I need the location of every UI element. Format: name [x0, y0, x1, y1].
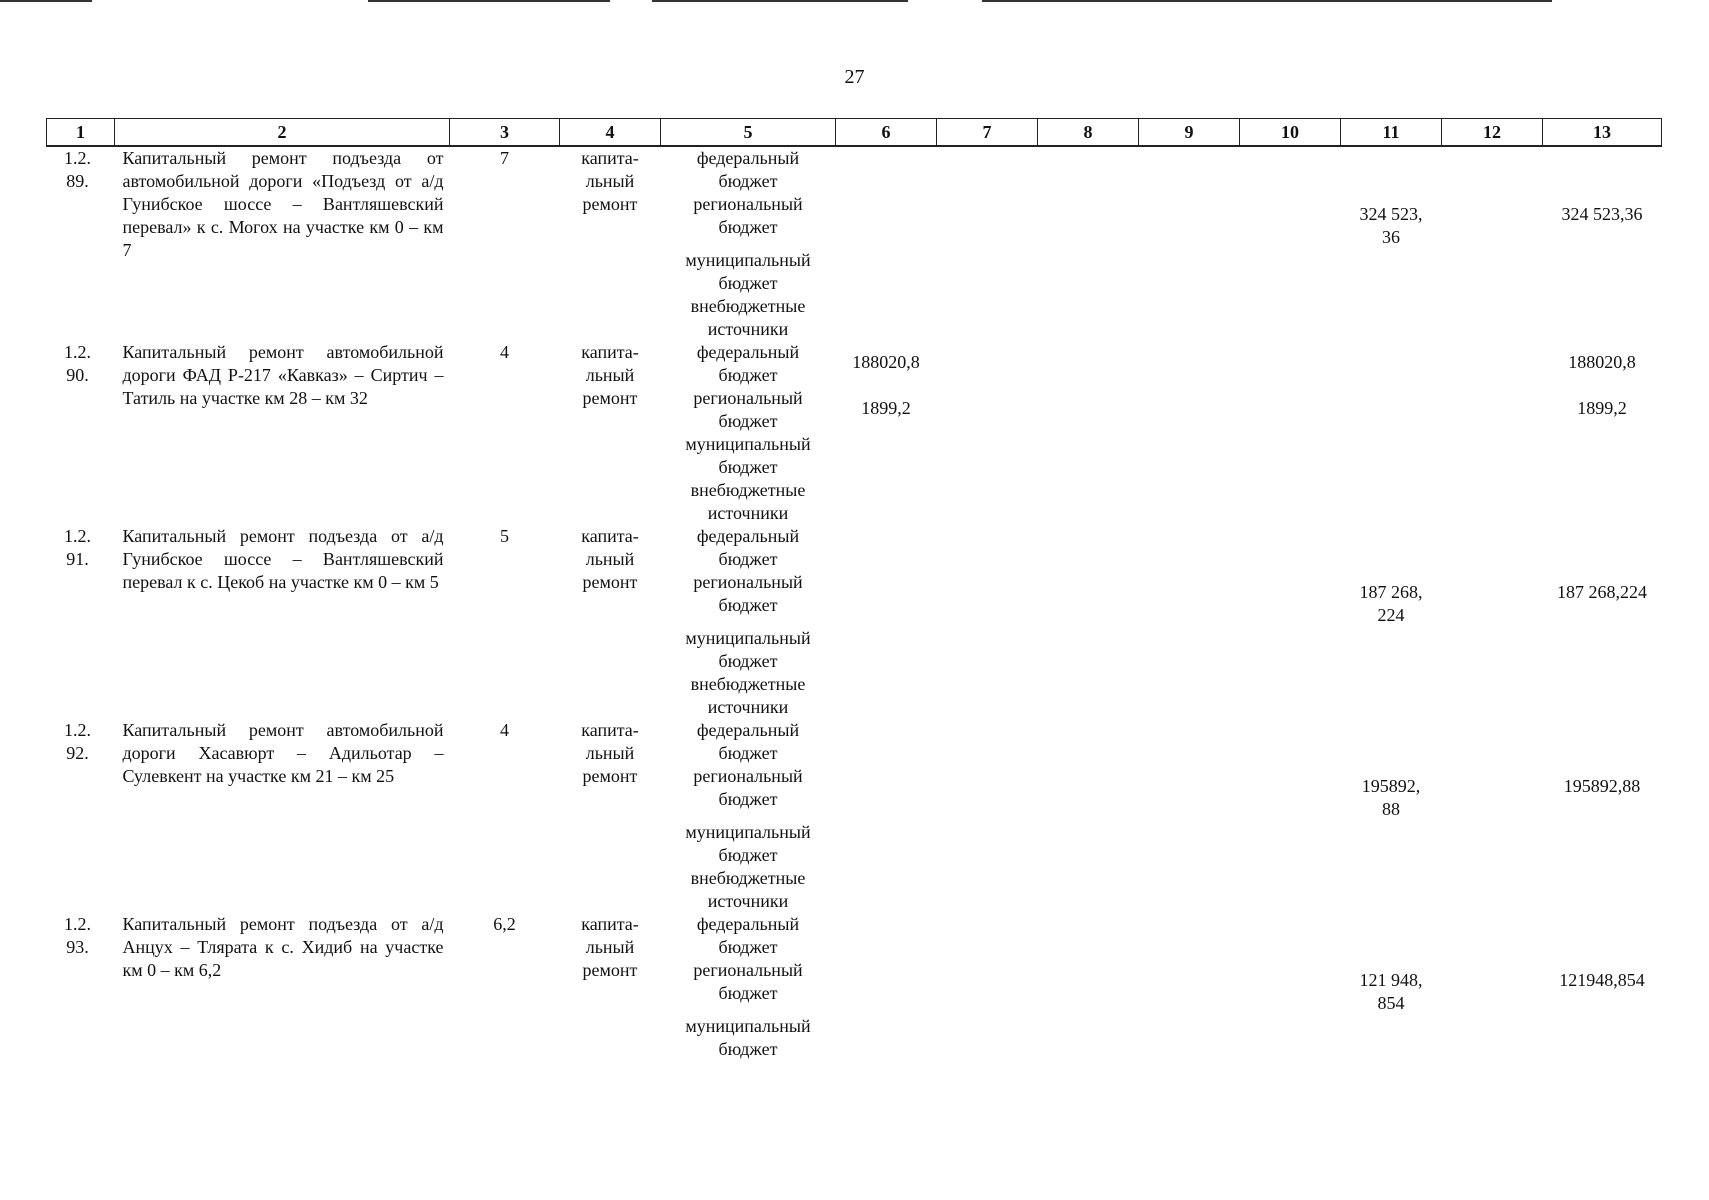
value-c7: [937, 765, 1038, 821]
funding-source: региональный бюджет: [693, 194, 803, 237]
value-c6: [836, 249, 937, 295]
value-c7: [937, 249, 1038, 295]
value-c9: [1139, 571, 1240, 627]
value-c6: [836, 295, 937, 341]
item-name: Капитальный ремонт автомобильной дороги ФАД Р-217 «Кавказ» – Сиртич – Татиль на участке км 28 – км 32: [122, 342, 444, 408]
value-c11: [1341, 627, 1442, 673]
value-c12: [1442, 341, 1543, 387]
column-header: 6: [836, 119, 937, 147]
item-name: Капитальный ремонт подъезда от а/д Анцух – Тлярата к с. Хидиб на участке км 0 – км 6,2: [122, 914, 444, 980]
value-c8: [1038, 627, 1139, 673]
value-c13: 187 268,224: [1557, 582, 1647, 602]
funding-source: муниципальный бюджет: [685, 628, 811, 671]
value-c8: [1038, 387, 1139, 433]
item-name: Капитальный ремонт автомобильной дороги Хасавюрт – Адильотар – Сулевкент на участке км 21 – км 25: [122, 720, 444, 786]
table-row: [47, 341, 1662, 387]
value-c8: [1038, 525, 1139, 571]
value-c12: [1442, 479, 1543, 525]
column-header: 11: [1341, 119, 1442, 147]
value-c6: [836, 821, 937, 867]
value-c10: [1240, 627, 1341, 673]
item-length: 7: [500, 148, 509, 168]
value-c11: 195892, 88: [1361, 776, 1421, 819]
value-c8: [1038, 913, 1139, 959]
value-c9: [1139, 765, 1240, 821]
funding-source: внебюджетные источники: [690, 480, 806, 523]
value-c11: [1341, 867, 1442, 913]
value-c9: [1139, 193, 1240, 249]
value-c8: [1038, 193, 1139, 249]
value-c12: [1442, 295, 1543, 341]
value-c11: [1341, 525, 1442, 571]
value-c11: [1341, 387, 1442, 433]
table-row: [47, 146, 1662, 193]
funding-source: региональный бюджет: [693, 960, 803, 1003]
funding-source: внебюджетные источники: [690, 674, 806, 717]
value-c13: [1543, 719, 1662, 765]
value-c8: [1038, 719, 1139, 765]
value-c13: [1543, 479, 1662, 525]
value-c7: [937, 341, 1038, 387]
item-number: 1.2. 92.: [64, 720, 91, 763]
item-number: 1.2. 90.: [64, 342, 91, 385]
value-c9: [1139, 627, 1240, 673]
value-c10: [1240, 341, 1341, 387]
value-c11: [1341, 146, 1442, 193]
value-c7: [937, 525, 1038, 571]
value-c10: [1240, 146, 1341, 193]
value-c10: [1240, 1015, 1341, 1061]
value-c13: [1543, 525, 1662, 571]
value-c7: [937, 193, 1038, 249]
value-c11: [1341, 1015, 1442, 1061]
value-c6: [836, 867, 937, 913]
value-c10: [1240, 673, 1341, 719]
funding-source: региональный бюджет: [693, 388, 803, 431]
funding-source: муниципальный бюджет: [685, 1016, 811, 1059]
value-c10: [1240, 913, 1341, 959]
value-c7: [937, 433, 1038, 479]
value-c10: [1240, 867, 1341, 913]
value-c10: [1240, 821, 1341, 867]
funding-source: федеральный бюджет: [696, 914, 800, 957]
header-row: [47, 119, 1662, 147]
value-c6: [836, 1015, 937, 1061]
value-c7: [937, 295, 1038, 341]
value-c6: [836, 525, 937, 571]
item-length: 4: [500, 342, 509, 362]
value-c7: [937, 627, 1038, 673]
funding-source: региональный бюджет: [693, 766, 803, 809]
value-c13: [1543, 249, 1662, 295]
value-c8: [1038, 673, 1139, 719]
funding-source: федеральный бюджет: [696, 526, 800, 569]
value-c7: [937, 821, 1038, 867]
value-c9: [1139, 719, 1240, 765]
value-c10: [1240, 571, 1341, 627]
value-c8: [1038, 1015, 1139, 1061]
value-c11: [1341, 673, 1442, 719]
item-length: 6,2: [493, 914, 516, 934]
table-body: [47, 146, 1662, 1061]
value-c13: 1899,2: [1577, 398, 1627, 418]
value-c11: [1341, 295, 1442, 341]
column-header: 9: [1139, 119, 1240, 147]
value-c12: [1442, 249, 1543, 295]
value-c12: [1442, 867, 1543, 913]
value-c12: [1442, 146, 1543, 193]
item-name: Капитальный ремонт подъезда от а/д Гунибское шоссе – Вантляшевский перевал к с. Цекоб на участке км 0 – км 5: [122, 526, 444, 592]
value-c12: [1442, 1015, 1543, 1061]
value-c11: 121 948, 854: [1359, 970, 1423, 1013]
value-c10: [1240, 387, 1341, 433]
value-c6: 1899,2: [861, 398, 911, 418]
value-c11: [1341, 719, 1442, 765]
funding-source: региональный бюджет: [693, 572, 803, 615]
value-c6: [836, 479, 937, 525]
value-c13: 188020,8: [1568, 352, 1636, 372]
value-c8: [1038, 249, 1139, 295]
value-c11: [1341, 479, 1442, 525]
value-c7: [937, 673, 1038, 719]
value-c9: [1139, 479, 1240, 525]
value-c9: [1139, 433, 1240, 479]
value-c13: [1543, 1015, 1662, 1061]
column-header: 13: [1543, 119, 1662, 147]
value-c7: [937, 959, 1038, 1015]
value-c12: [1442, 193, 1543, 249]
value-c6: [836, 719, 937, 765]
value-c13: [1543, 627, 1662, 673]
value-c9: [1139, 913, 1240, 959]
funding-source: федеральный бюджет: [696, 148, 800, 191]
funding-source: внебюджетные источники: [690, 868, 806, 911]
item-length: 5: [500, 526, 509, 546]
funding-source: федеральный бюджет: [696, 720, 800, 763]
value-c13: [1543, 433, 1662, 479]
item-number: 1.2. 91.: [64, 526, 91, 569]
value-c11: 324 523, 36: [1359, 204, 1423, 247]
value-c9: [1139, 295, 1240, 341]
column-header: 1: [47, 119, 115, 147]
value-c10: [1240, 959, 1341, 1015]
value-c7: [937, 146, 1038, 193]
funding-source: внебюджетные источники: [690, 296, 806, 339]
value-c11: [1341, 433, 1442, 479]
value-c9: [1139, 525, 1240, 571]
value-c6: [836, 433, 937, 479]
funding-source: муниципальный бюджет: [685, 822, 811, 865]
column-header: 10: [1240, 119, 1341, 147]
value-c9: [1139, 821, 1240, 867]
item-name: Капитальный ремонт подъезда от автомобильной дороги «Подъезд от а/д Гунибское шоссе – Вантляшевский перевал» к с. Могох на участке км 0 – км 7: [122, 148, 444, 260]
value-c8: [1038, 295, 1139, 341]
value-c10: [1240, 525, 1341, 571]
item-work-type: капита- льный ремонт: [581, 526, 639, 592]
value-c11: [1341, 341, 1442, 387]
value-c9: [1139, 1015, 1240, 1061]
item-work-type: капита- льный ремонт: [581, 148, 639, 214]
value-c7: [937, 913, 1038, 959]
value-c8: [1038, 765, 1139, 821]
funding-source: муниципальный бюджет: [685, 434, 811, 477]
value-c13: 195892,88: [1563, 776, 1641, 796]
value-c10: [1240, 249, 1341, 295]
value-c12: [1442, 433, 1543, 479]
value-c6: [836, 673, 937, 719]
value-c8: [1038, 341, 1139, 387]
funding-source: федеральный бюджет: [696, 342, 800, 385]
value-c12: [1442, 387, 1543, 433]
value-c12: [1442, 719, 1543, 765]
value-c10: [1240, 719, 1341, 765]
item-number: 1.2. 89.: [64, 148, 91, 191]
value-c6: 188020,8: [852, 352, 920, 372]
value-c9: [1139, 387, 1240, 433]
value-c12: [1442, 765, 1543, 821]
value-c9: [1139, 146, 1240, 193]
value-c12: [1442, 821, 1543, 867]
value-c13: [1543, 673, 1662, 719]
value-c7: [937, 387, 1038, 433]
value-c12: [1442, 913, 1543, 959]
item-work-type: капита- льный ремонт: [581, 720, 639, 786]
value-c6: [836, 571, 937, 627]
item-length: 4: [500, 720, 509, 740]
value-c9: [1139, 341, 1240, 387]
value-c13: 324 523,36: [1561, 204, 1643, 224]
value-c13: [1543, 867, 1662, 913]
table-row: [47, 913, 1662, 959]
column-header: 7: [937, 119, 1038, 147]
value-c6: [836, 627, 937, 673]
value-c8: [1038, 571, 1139, 627]
page-number: 27: [844, 66, 865, 88]
value-c10: [1240, 193, 1341, 249]
column-header: 3: [450, 119, 560, 147]
item-number: 1.2. 93.: [64, 914, 91, 957]
budget-table: [46, 118, 1662, 1061]
column-header: 5: [661, 119, 836, 147]
value-c10: [1240, 765, 1341, 821]
value-c6: [836, 959, 937, 1015]
value-c10: [1240, 295, 1341, 341]
value-c8: [1038, 867, 1139, 913]
value-c13: 121948,854: [1559, 970, 1645, 990]
value-c6: [836, 193, 937, 249]
value-c6: [836, 765, 937, 821]
value-c8: [1038, 821, 1139, 867]
value-c12: [1442, 571, 1543, 627]
value-c11: 187 268, 224: [1359, 582, 1423, 625]
value-c9: [1139, 673, 1240, 719]
value-c7: [937, 719, 1038, 765]
value-c12: [1442, 673, 1543, 719]
funding-source: муниципальный бюджет: [685, 250, 811, 293]
value-c7: [937, 1015, 1038, 1061]
value-c6: [836, 913, 937, 959]
value-c13: [1543, 146, 1662, 193]
value-c8: [1038, 959, 1139, 1015]
value-c10: [1240, 479, 1341, 525]
value-c8: [1038, 479, 1139, 525]
value-c12: [1442, 627, 1543, 673]
value-c13: [1543, 913, 1662, 959]
value-c9: [1139, 867, 1240, 913]
value-c12: [1442, 959, 1543, 1015]
top-border-lines: [0, 0, 1709, 4]
value-c8: [1038, 433, 1139, 479]
column-header: 12: [1442, 119, 1543, 147]
column-header: 4: [560, 119, 661, 147]
table-row: [47, 719, 1662, 765]
value-c7: [937, 479, 1038, 525]
value-c11: [1341, 821, 1442, 867]
value-c10: [1240, 433, 1341, 479]
value-c12: [1442, 525, 1543, 571]
item-work-type: капита- льный ремонт: [581, 342, 639, 408]
value-c7: [937, 571, 1038, 627]
value-c13: [1543, 295, 1662, 341]
value-c8: [1038, 146, 1139, 193]
column-header: 2: [115, 119, 450, 147]
value-c11: [1341, 913, 1442, 959]
value-c6: [836, 146, 937, 193]
value-c7: [937, 867, 1038, 913]
value-c11: [1341, 249, 1442, 295]
value-c9: [1139, 959, 1240, 1015]
value-c9: [1139, 249, 1240, 295]
column-header: 8: [1038, 119, 1139, 147]
value-c13: [1543, 821, 1662, 867]
item-work-type: капита- льный ремонт: [581, 914, 639, 980]
table-row: [47, 525, 1662, 571]
